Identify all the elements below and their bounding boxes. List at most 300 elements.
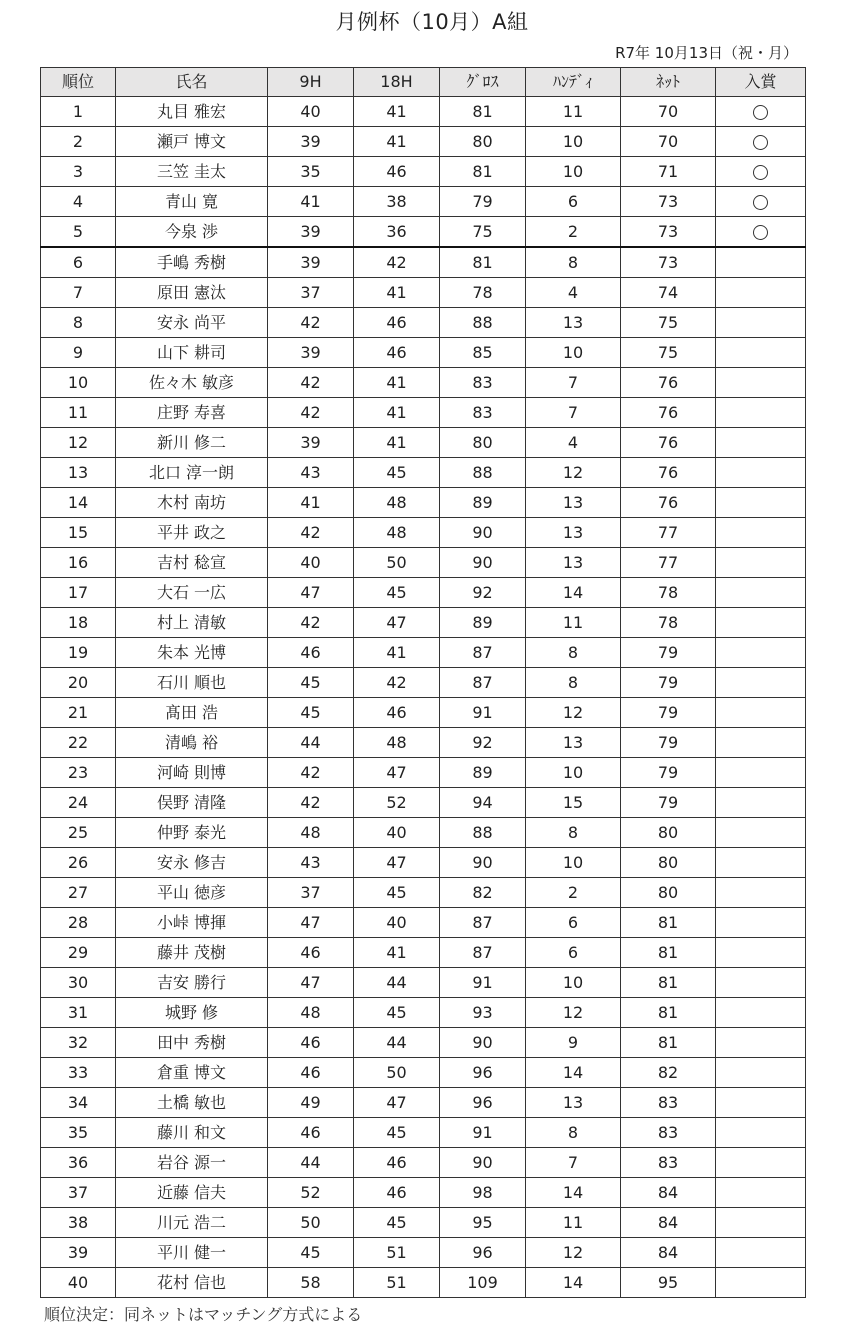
cell-9h: 47: [268, 578, 354, 608]
cell-name: 小峠 博揮: [116, 908, 268, 938]
cell-prize: [716, 638, 806, 668]
cell-prize: [716, 157, 806, 187]
cell-18h: 36: [354, 217, 440, 248]
cell-prize: [716, 1088, 806, 1118]
cell-prize: [716, 398, 806, 428]
cell-net: 73: [621, 247, 716, 278]
cell-handicap: 9: [526, 1028, 621, 1058]
cell-rank: 1: [41, 97, 116, 127]
cell-18h: 46: [354, 338, 440, 368]
cell-handicap: 8: [526, 638, 621, 668]
cell-9h: 44: [268, 728, 354, 758]
cell-prize: [716, 488, 806, 518]
cell-rank: 9: [41, 338, 116, 368]
cell-18h: 45: [354, 578, 440, 608]
cell-handicap: 8: [526, 668, 621, 698]
header-handicap: ﾊﾝﾃﾞｨ: [526, 68, 621, 97]
cell-9h: 45: [268, 1238, 354, 1268]
cell-name: 土橋 敏也: [116, 1088, 268, 1118]
cell-name: 安永 尚平: [116, 308, 268, 338]
cell-handicap: 10: [526, 968, 621, 998]
cell-handicap: 13: [526, 548, 621, 578]
cell-handicap: 15: [526, 788, 621, 818]
cell-gross: 79: [440, 187, 526, 217]
cell-rank: 23: [41, 758, 116, 788]
cell-name: 青山 寛: [116, 187, 268, 217]
cell-9h: 39: [268, 247, 354, 278]
cell-prize: [716, 878, 806, 908]
cell-gross: 95: [440, 1208, 526, 1238]
cell-9h: 43: [268, 848, 354, 878]
table-row: [41, 518, 806, 548]
cell-rank: 10: [41, 368, 116, 398]
cell-handicap: 13: [526, 488, 621, 518]
cell-name: 花村 信也: [116, 1268, 268, 1298]
cell-net: 84: [621, 1208, 716, 1238]
cell-gross: 87: [440, 938, 526, 968]
cell-18h: 45: [354, 878, 440, 908]
cell-handicap: 10: [526, 338, 621, 368]
table-row: [41, 728, 806, 758]
cell-prize: [716, 758, 806, 788]
cell-rank: 32: [41, 1028, 116, 1058]
table-row: [41, 97, 806, 127]
cell-handicap: 10: [526, 848, 621, 878]
cell-name: 佐々木 敏彦: [116, 368, 268, 398]
cell-18h: 42: [354, 668, 440, 698]
cell-handicap: 8: [526, 247, 621, 278]
cell-9h: 37: [268, 278, 354, 308]
cell-net: 71: [621, 157, 716, 187]
cell-name: 清嶋 裕: [116, 728, 268, 758]
cell-gross: 96: [440, 1058, 526, 1088]
cell-handicap: 12: [526, 1238, 621, 1268]
cell-name: 木村 南坊: [116, 488, 268, 518]
cell-name: 石川 順也: [116, 668, 268, 698]
table-row: [41, 1058, 806, 1088]
results-table: [40, 67, 806, 1298]
cell-18h: 51: [354, 1268, 440, 1298]
cell-18h: 50: [354, 548, 440, 578]
cell-net: 83: [621, 1148, 716, 1178]
cell-9h: 42: [268, 608, 354, 638]
table-row: [41, 157, 806, 187]
cell-prize: [716, 818, 806, 848]
cell-handicap: 14: [526, 1268, 621, 1298]
cell-gross: 87: [440, 638, 526, 668]
cell-handicap: 6: [526, 908, 621, 938]
footnote: 順位決定：同ネットはマッチング方式による: [44, 1305, 363, 1324]
table-row: [41, 698, 806, 728]
cell-prize: [716, 1028, 806, 1058]
cell-gross: 88: [440, 308, 526, 338]
cell-9h: 50: [268, 1208, 354, 1238]
table-row: [41, 1208, 806, 1238]
cell-handicap: 4: [526, 278, 621, 308]
cell-net: 78: [621, 578, 716, 608]
cell-gross: 91: [440, 968, 526, 998]
cell-9h: 46: [268, 638, 354, 668]
header-18h: 18H: [354, 68, 440, 97]
cell-name: 大石 一広: [116, 578, 268, 608]
cell-gross: 90: [440, 1148, 526, 1178]
table-row: [41, 818, 806, 848]
cell-handicap: 13: [526, 518, 621, 548]
cell-handicap: 13: [526, 1088, 621, 1118]
cell-prize: [716, 1268, 806, 1298]
cell-prize: [716, 1238, 806, 1268]
cell-9h: 58: [268, 1268, 354, 1298]
cell-9h: 46: [268, 1118, 354, 1148]
cell-9h: 45: [268, 668, 354, 698]
cell-9h: 42: [268, 758, 354, 788]
cell-net: 73: [621, 187, 716, 217]
cell-9h: 35: [268, 157, 354, 187]
cell-gross: 78: [440, 278, 526, 308]
table-row: [41, 247, 806, 278]
cell-name: 倉重 博文: [116, 1058, 268, 1088]
cell-rank: 12: [41, 428, 116, 458]
cell-rank: 33: [41, 1058, 116, 1088]
cell-rank: 35: [41, 1118, 116, 1148]
cell-gross: 90: [440, 518, 526, 548]
cell-18h: 47: [354, 758, 440, 788]
cell-rank: 40: [41, 1268, 116, 1298]
table-row: [41, 338, 806, 368]
cell-rank: 3: [41, 157, 116, 187]
header-net: ﾈｯﾄ: [621, 68, 716, 97]
cell-rank: 13: [41, 458, 116, 488]
cell-handicap: 10: [526, 157, 621, 187]
cell-handicap: 6: [526, 938, 621, 968]
prize-circle-icon: [753, 225, 768, 240]
cell-9h: 52: [268, 1178, 354, 1208]
cell-rank: 6: [41, 247, 116, 278]
cell-name: 平井 政之: [116, 518, 268, 548]
cell-9h: 41: [268, 488, 354, 518]
cell-prize: [716, 908, 806, 938]
cell-handicap: 4: [526, 428, 621, 458]
cell-rank: 4: [41, 187, 116, 217]
table-row: [41, 548, 806, 578]
cell-net: 81: [621, 908, 716, 938]
cell-prize: [716, 698, 806, 728]
cell-prize: [716, 97, 806, 127]
cell-18h: 48: [354, 518, 440, 548]
cell-gross: 89: [440, 488, 526, 518]
cell-net: 82: [621, 1058, 716, 1088]
cell-18h: 51: [354, 1238, 440, 1268]
cell-9h: 46: [268, 1028, 354, 1058]
cell-handicap: 12: [526, 458, 621, 488]
cell-rank: 30: [41, 968, 116, 998]
cell-rank: 34: [41, 1088, 116, 1118]
cell-name: 北口 淳一朗: [116, 458, 268, 488]
cell-rank: 37: [41, 1178, 116, 1208]
cell-prize: [716, 247, 806, 278]
cell-net: 84: [621, 1238, 716, 1268]
cell-rank: 27: [41, 878, 116, 908]
cell-18h: 47: [354, 608, 440, 638]
table-row: [41, 308, 806, 338]
cell-9h: 40: [268, 97, 354, 127]
cell-name: 手嶋 秀樹: [116, 247, 268, 278]
cell-prize: [716, 368, 806, 398]
cell-prize: [716, 428, 806, 458]
cell-name: 城野 修: [116, 998, 268, 1028]
header-prize: 入賞: [716, 68, 806, 97]
cell-18h: 48: [354, 728, 440, 758]
cell-rank: 8: [41, 308, 116, 338]
cell-prize: [716, 458, 806, 488]
cell-18h: 45: [354, 1118, 440, 1148]
cell-18h: 41: [354, 127, 440, 157]
cell-name: 岩谷 源一: [116, 1148, 268, 1178]
cell-name: 山下 耕司: [116, 338, 268, 368]
cell-handicap: 8: [526, 1118, 621, 1148]
cell-9h: 42: [268, 368, 354, 398]
cell-gross: 83: [440, 368, 526, 398]
cell-18h: 42: [354, 247, 440, 278]
cell-net: 81: [621, 968, 716, 998]
cell-handicap: 2: [526, 878, 621, 908]
cell-gross: 94: [440, 788, 526, 818]
cell-net: 83: [621, 1088, 716, 1118]
cell-name: 近藤 信夫: [116, 1178, 268, 1208]
cell-prize: [716, 548, 806, 578]
table-row: [41, 848, 806, 878]
cell-name: 村上 清敏: [116, 608, 268, 638]
cell-net: 79: [621, 698, 716, 728]
cell-net: 84: [621, 1178, 716, 1208]
cell-9h: 40: [268, 548, 354, 578]
cell-9h: 49: [268, 1088, 354, 1118]
cell-net: 70: [621, 97, 716, 127]
cell-18h: 50: [354, 1058, 440, 1088]
cell-name: 平川 健一: [116, 1238, 268, 1268]
cell-net: 79: [621, 788, 716, 818]
header-9h: 9H: [268, 68, 354, 97]
cell-name: 仲野 泰光: [116, 818, 268, 848]
cell-18h: 38: [354, 187, 440, 217]
cell-name: 河崎 則博: [116, 758, 268, 788]
cell-gross: 92: [440, 578, 526, 608]
cell-rank: 38: [41, 1208, 116, 1238]
cell-9h: 39: [268, 338, 354, 368]
cell-gross: 81: [440, 97, 526, 127]
table-row: [41, 1268, 806, 1298]
cell-prize: [716, 308, 806, 338]
cell-handicap: 6: [526, 187, 621, 217]
table-row: [41, 488, 806, 518]
cell-gross: 98: [440, 1178, 526, 1208]
cell-18h: 45: [354, 1208, 440, 1238]
cell-handicap: 14: [526, 1058, 621, 1088]
prize-circle-icon: [753, 195, 768, 210]
cell-name: 藤川 和文: [116, 1118, 268, 1148]
cell-18h: 41: [354, 428, 440, 458]
cell-handicap: 12: [526, 698, 621, 728]
header-row: [41, 68, 806, 97]
cell-net: 75: [621, 308, 716, 338]
cell-gross: 96: [440, 1238, 526, 1268]
cell-net: 95: [621, 1268, 716, 1298]
cell-name: 平山 徳彦: [116, 878, 268, 908]
cell-gross: 93: [440, 998, 526, 1028]
cell-gross: 90: [440, 548, 526, 578]
table-row: [41, 968, 806, 998]
cell-handicap: 14: [526, 1178, 621, 1208]
cell-rank: 28: [41, 908, 116, 938]
cell-gross: 87: [440, 668, 526, 698]
table-row: [41, 638, 806, 668]
table-row: [41, 908, 806, 938]
cell-9h: 42: [268, 398, 354, 428]
cell-rank: 26: [41, 848, 116, 878]
cell-name: 原田 憲汰: [116, 278, 268, 308]
cell-9h: 39: [268, 217, 354, 248]
cell-handicap: 14: [526, 578, 621, 608]
cell-net: 81: [621, 998, 716, 1028]
table-row: [41, 127, 806, 157]
cell-gross: 87: [440, 908, 526, 938]
cell-handicap: 7: [526, 1148, 621, 1178]
cell-name: 今泉 渉: [116, 217, 268, 248]
cell-rank: 15: [41, 518, 116, 548]
cell-gross: 83: [440, 398, 526, 428]
cell-net: 79: [621, 668, 716, 698]
cell-18h: 41: [354, 638, 440, 668]
cell-18h: 45: [354, 458, 440, 488]
cell-prize: [716, 1208, 806, 1238]
cell-rank: 11: [41, 398, 116, 428]
cell-18h: 41: [354, 278, 440, 308]
cell-rank: 7: [41, 278, 116, 308]
cell-rank: 25: [41, 818, 116, 848]
header-gross: ｸﾞﾛｽ: [440, 68, 526, 97]
cell-9h: 47: [268, 968, 354, 998]
cell-prize: [716, 127, 806, 157]
cell-net: 80: [621, 818, 716, 848]
cell-gross: 88: [440, 818, 526, 848]
cell-rank: 18: [41, 608, 116, 638]
table-row: [41, 1238, 806, 1268]
cell-18h: 48: [354, 488, 440, 518]
cell-rank: 39: [41, 1238, 116, 1268]
cell-gross: 81: [440, 247, 526, 278]
cell-net: 76: [621, 368, 716, 398]
cell-handicap: 10: [526, 758, 621, 788]
cell-9h: 48: [268, 998, 354, 1028]
cell-prize: [716, 608, 806, 638]
cell-name: 庄野 寿喜: [116, 398, 268, 428]
cell-name: 吉安 勝行: [116, 968, 268, 998]
cell-prize: [716, 338, 806, 368]
cell-18h: 44: [354, 968, 440, 998]
table-row: [41, 998, 806, 1028]
cell-9h: 42: [268, 788, 354, 818]
cell-prize: [716, 217, 806, 248]
cell-gross: 109: [440, 1268, 526, 1298]
cell-prize: [716, 1118, 806, 1148]
cell-prize: [716, 1148, 806, 1178]
cell-net: 76: [621, 398, 716, 428]
cell-18h: 47: [354, 848, 440, 878]
cell-net: 81: [621, 938, 716, 968]
cell-rank: 21: [41, 698, 116, 728]
cell-name: 三笠 圭太: [116, 157, 268, 187]
cell-18h: 41: [354, 938, 440, 968]
table-row: [41, 668, 806, 698]
cell-18h: 46: [354, 698, 440, 728]
cell-18h: 40: [354, 818, 440, 848]
cell-prize: [716, 1058, 806, 1088]
cell-prize: [716, 187, 806, 217]
cell-gross: 80: [440, 428, 526, 458]
cell-handicap: 8: [526, 818, 621, 848]
cell-net: 79: [621, 728, 716, 758]
cell-net: 76: [621, 458, 716, 488]
cell-gross: 89: [440, 608, 526, 638]
cell-net: 83: [621, 1118, 716, 1148]
cell-9h: 42: [268, 518, 354, 548]
cell-18h: 41: [354, 368, 440, 398]
table-row: [41, 278, 806, 308]
cell-handicap: 11: [526, 608, 621, 638]
cell-9h: 48: [268, 818, 354, 848]
table-row: [41, 1028, 806, 1058]
cell-net: 73: [621, 217, 716, 248]
cell-name: 安永 修吉: [116, 848, 268, 878]
cell-handicap: 10: [526, 127, 621, 157]
cell-prize: [716, 968, 806, 998]
cell-net: 76: [621, 488, 716, 518]
cell-net: 70: [621, 127, 716, 157]
cell-handicap: 11: [526, 97, 621, 127]
table-row: [41, 458, 806, 488]
cell-rank: 24: [41, 788, 116, 818]
cell-gross: 90: [440, 848, 526, 878]
cell-rank: 2: [41, 127, 116, 157]
cell-9h: 46: [268, 1058, 354, 1088]
cell-handicap: 7: [526, 398, 621, 428]
cell-rank: 17: [41, 578, 116, 608]
cell-gross: 91: [440, 698, 526, 728]
event-date: R7年 10月13日（祝・月）: [615, 44, 798, 62]
cell-rank: 22: [41, 728, 116, 758]
cell-gross: 90: [440, 1028, 526, 1058]
cell-net: 80: [621, 878, 716, 908]
cell-rank: 29: [41, 938, 116, 968]
cell-gross: 80: [440, 127, 526, 157]
cell-gross: 89: [440, 758, 526, 788]
cell-net: 79: [621, 638, 716, 668]
cell-18h: 44: [354, 1028, 440, 1058]
cell-gross: 81: [440, 157, 526, 187]
cell-net: 79: [621, 758, 716, 788]
table-row: [41, 217, 806, 248]
cell-rank: 36: [41, 1148, 116, 1178]
cell-name: 髙田 浩: [116, 698, 268, 728]
cell-9h: 47: [268, 908, 354, 938]
cell-18h: 46: [354, 1148, 440, 1178]
cell-9h: 43: [268, 458, 354, 488]
cell-handicap: 11: [526, 1208, 621, 1238]
table-row: [41, 758, 806, 788]
header-rank: 順位: [41, 68, 116, 97]
cell-handicap: 12: [526, 998, 621, 1028]
cell-9h: 42: [268, 308, 354, 338]
